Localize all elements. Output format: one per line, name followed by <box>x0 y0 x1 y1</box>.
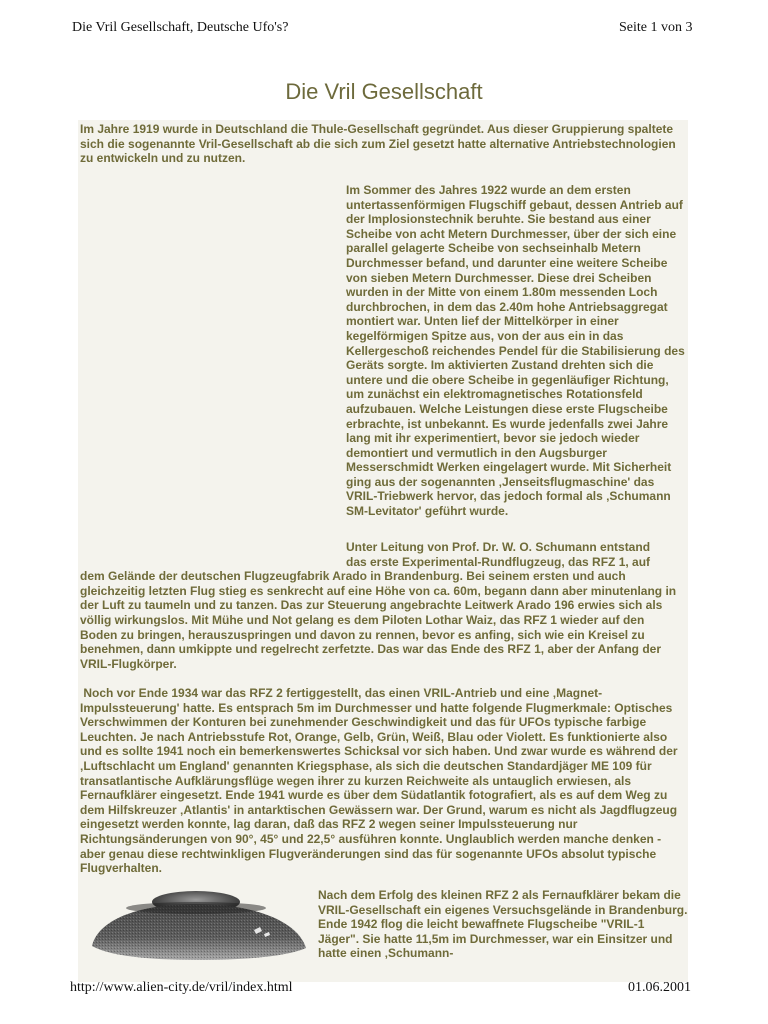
document-title: Die Vril Gesellschaft, Deutsche Ufo's? <box>72 20 289 35</box>
paragraph-1922-flugschiff: Im Sommer des Jahres 1922 wurde an dem ersten untertassenförmigen Flugschiff gebaut, dessen Antrieb auf der Implosionstechnik beruhte. Sie bestand aus einer Scheibe von acht Metern Durchmesser, über der sich eine parallel gelagerte Scheibe von sechseinhalb Metern Durchmesser befand, und darunter eine weitere Scheibe von sieben Metern Durchmesser. Diese drei Scheiben wurden in der Mitte von einem 1.80m messenden Loch durchbrochen, in dem das 2.40m hohe Antriebsaggregat montiert war. Unten lief der Mittelkörper in einer kegelförmigen Spitze aus, von der aus ein in das Kellergeschoß reichendes Pendel für die Stabilisierung des Geräts sorgte. Im aktivierten Zustand drehten sich die untere und die obere Scheibe in gegenläufiger Richtung, um zunächst ein elektromagnetisches Rotationsfeld aufzubauen. Welche Leistungen diese erste Flugscheibe erbrachte, ist unbekannt. Es wurde jedenfalls zwei Jahre lang mit ihr experimentiert, bevor sie jedoch wieder demontiert und vermutlich in den Augsburger Messerschmidt Werken eingelagert wurde. Mit Sicherheit ging aus der sogenannten ‚Jenseitsflugmaschine' das VRIL-Triebwerk hervor, das jedoch formal als ‚Schumann SM-Levitator' geführt wurde. <box>346 183 685 519</box>
paragraph-vril1-jaeger: Nach dem Erfolg des kleinen RFZ 2 als Fernaufklärer bekam die VRIL-Gesellschaft ein eigenes Versuchsgelände in Brandenburg. Ende 1942 flog die leicht bewaffnete Flugscheibe "VRIL-1 Jäger". Sie hatte 11,5m im Durchmesser, war ein Einsitzer und hatte einen ‚Schumann- <box>318 888 688 961</box>
paragraph-rfz2 <box>80 686 680 876</box>
paragraph-rfz1-rest: dem Gelände der deutschen Flugzeugfabrik Arado in Brandenburg. Bei seinem ersten und auch gleichzeitig letzten Flug stieg es senkrecht auf eine Höhe von ca. 60m, begann dann aber minutenlang in der Luft zu taumeln und zu tanzen. Das zur Steuerung angebrachte Leitwerk Arado 196 erwies sich als völlig wirkungslos. Mit Mühe und Not gelang es dem Piloten Lothar Waiz, das RFZ 1 wieder auf den Boden zu bringen, herauszuspringen und davon zu rennen, bevor es anfing, sich wie ein Kreisel zu benehmen, dann umkippte und regelrecht zerfetzte. Das war das Ende des RFZ 1, aber der Anfang der VRIL-Flugkörper. <box>80 569 677 671</box>
paragraph-rfz1-line1: Unter Leitung von Prof. Dr. W. O. Schumann entstand <box>346 540 651 554</box>
print-date: 01.06.2001 <box>628 980 691 995</box>
page-number: Seite 1 von 3 <box>619 20 693 35</box>
paragraph-rfz2-text: Noch vor Ende 1934 war das RFZ 2 fertiggestellt, das einen VRIL-Antrieb und eine ‚Magnet-Impulssteuerung' hatte. Es entsprach 5m im Durchmesser und hatte folgende Flugmerkmale: Optisches Verschwimmen der Konturen bei zunehmender Geschwindigkeit und das für UFOs typische farbige Leuchten. Je nach Antriebsstufe Rot, Orange, Gelb, Grün, Weiß, Blau oder Violett. Es funktionierte also und es sollte 1941 noch ein bemerkenswertes Schicksal vor sich haben. Und zwar wurde es während der ‚Luftschlacht um England' genannten Kriegsphase, als sich die deutschen Standardjäger ME 109 für transatlantische Aufklärungsflüge wegen ihrer zu kurzen Reichweite als untauglich erwiesen, als Fernaufklärer eingesetzt. Ende 1941 wurde es über dem Südatlantik fotografiert, als es auf dem Weg zu dem Hilfskreuzer ‚Atlantis' in antarktischen Gewässern war. Der Grund, warum es nicht als Jagdflugzeug eingesetzt werden konnte, lag daran, daß das RFZ 2 wegen seiner Impulssteuerung nur Richtungsänderungen von 90°, 45° und 22,5° ausführen konnte. Unglaublich werden manche denken - aber genau diese rechtwinkligen Flugveränderungen sind das für sogenannte UFOs absolut typische Flugverhalten. <box>80 686 678 876</box>
paragraph-rfz1-line2: das erste Experimental-Rundflugzeug, das RFZ 1, auf <box>346 554 651 569</box>
source-url[interactable]: http://www.alien-city.de/vril/index.html <box>70 980 293 995</box>
intro-paragraph: Im Jahre 1919 wurde in Deutschland die Thule-Gesellschaft gegründet. Aus dieser Gruppierung spaltete sich die sogenannte Vril-Gesellschaft ab die sich zum Ziel gesetzt hatte alternative Antriebstechnologien zu entwickeln und zu nutzen. <box>80 122 676 166</box>
paragraph-rfz1 <box>80 540 680 671</box>
article-title: Die Vril Gesellschaft <box>285 79 483 104</box>
ufo-photo <box>88 890 310 962</box>
